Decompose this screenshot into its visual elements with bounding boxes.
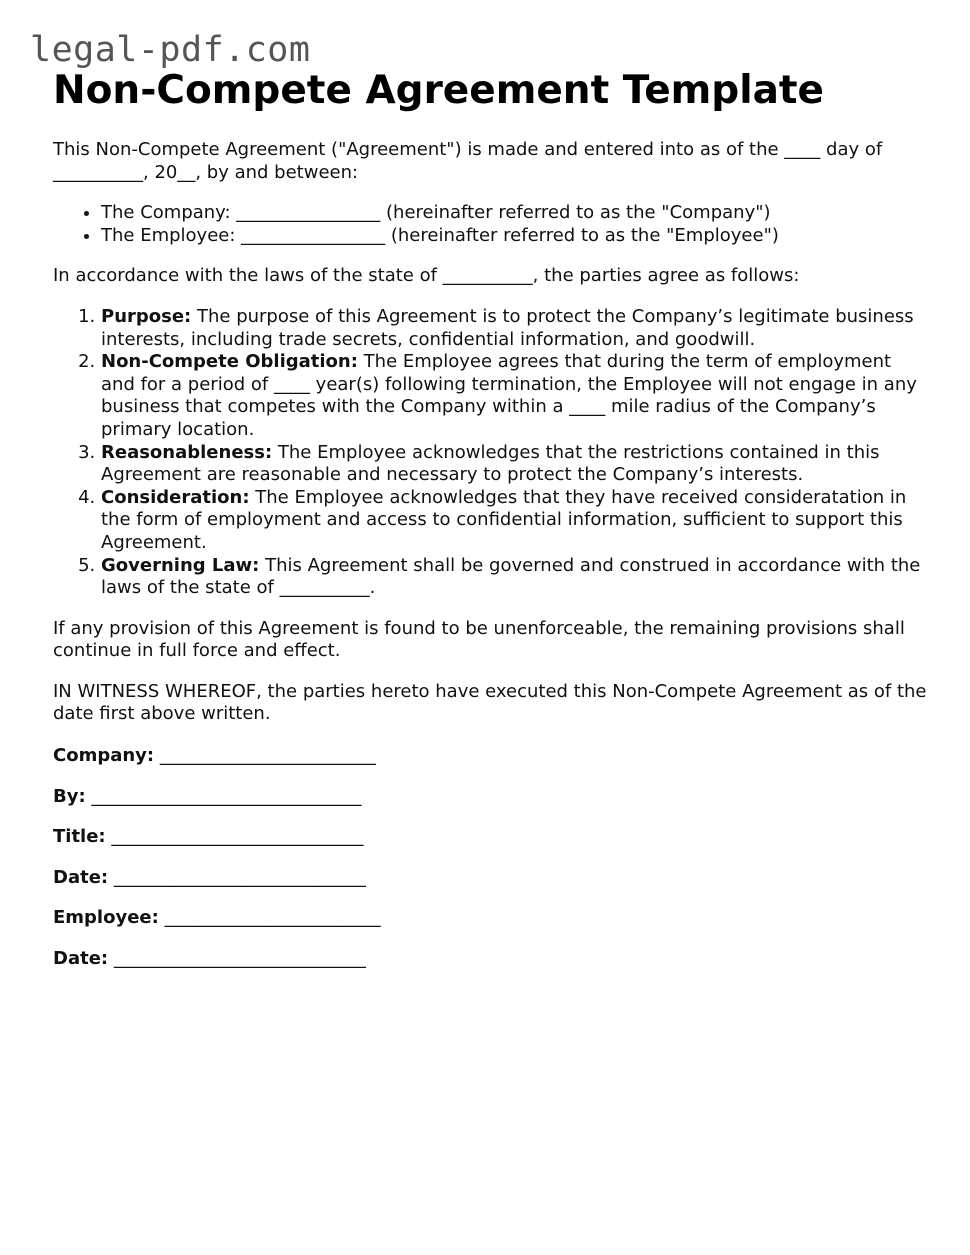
signature-line: ____________________________ — [111, 826, 364, 848]
signature-line: ______________________________ — [91, 785, 362, 807]
witness-paragraph: IN WITNESS WHEREOF, the parties hereto have executed this Non-Compete Agreement as of the date first above written. — [53, 680, 927, 725]
signature-label: Title: — [53, 826, 106, 848]
watermark-logo: legal-pdf.com — [30, 30, 311, 70]
signature-title — [53, 826, 928, 849]
intro-paragraph: This Non-Compete Agreement ("Agreement") is made and entered into as of the ____ day of __________, 20__, by and between: — [53, 139, 883, 183]
term-non-compete-obligation — [101, 351, 928, 441]
signature-line: ____________________________ — [113, 866, 366, 888]
term-text: The Employee acknowledges that the restrictions contained in this Agreement are reasonable and necessary to protect the Company’s interests. — [101, 441, 880, 486]
accordance-paragraph: In accordance with the laws of the state of __________, the parties agree as follows: — [53, 265, 800, 287]
terms-list — [53, 306, 928, 600]
term-text: The purpose of this Agreement is to protect the Company’s legitimate business interests, including trade secrets, confidential information, and goodwill. — [101, 305, 914, 350]
document-title: Non-Compete Agreement Template — [53, 68, 824, 113]
document-page — [53, 66, 928, 971]
term-consideration — [101, 487, 928, 555]
signature-label: By: — [53, 785, 86, 807]
signature-line: ________________________ — [164, 907, 381, 929]
term-text: This Agreement shall be governed and construed in accordance with the laws of the state of __________. — [101, 554, 921, 599]
signature-company — [53, 745, 928, 768]
term-reasonableness — [101, 442, 928, 487]
term-text: The Employee agrees that during the term of employment and for a period of ____ year(s) following termination, the Employee will not engage in any business that competes with the Company within a ____ mile radius of the Company’s primary location. — [101, 351, 917, 440]
term-heading: Governing Law: — [101, 554, 260, 576]
party-company: • The Company: ________________ (hereinafter referred to as the "Company") — [101, 202, 928, 225]
severability-paragraph: If any provision of this Agreement is found to be unenforceable, the remaining provisions shall continue in full force and effect. — [53, 617, 905, 662]
term-governing-law — [101, 555, 928, 600]
term-heading: Purpose: — [101, 305, 192, 327]
term-heading: Reasonableness: — [101, 441, 273, 463]
parties-list — [53, 202, 928, 247]
signature-date-company — [53, 867, 928, 890]
term-purpose — [101, 306, 928, 351]
party-employee: • The Employee: ________________ (hereinafter referred to as the "Employee") — [101, 225, 928, 248]
term-text: The Employee acknowledges that they have received consideratation in the form of employment and access to confidential information, sufficient to support this Agreement. — [101, 486, 907, 553]
signature-date-employee — [53, 948, 928, 971]
signature-label: Date: — [53, 948, 109, 970]
signature-line: ____________________________ — [113, 948, 366, 970]
signature-label: Company: — [53, 745, 155, 767]
term-heading: Non-Compete Obligation: — [101, 351, 358, 373]
signature-by — [53, 786, 928, 809]
signature-label: Employee: — [53, 907, 159, 929]
term-heading: Consideration: — [101, 486, 250, 508]
signature-line: ________________________ — [159, 745, 376, 767]
signature-employee — [53, 907, 928, 930]
signature-label: Date: — [53, 866, 109, 888]
